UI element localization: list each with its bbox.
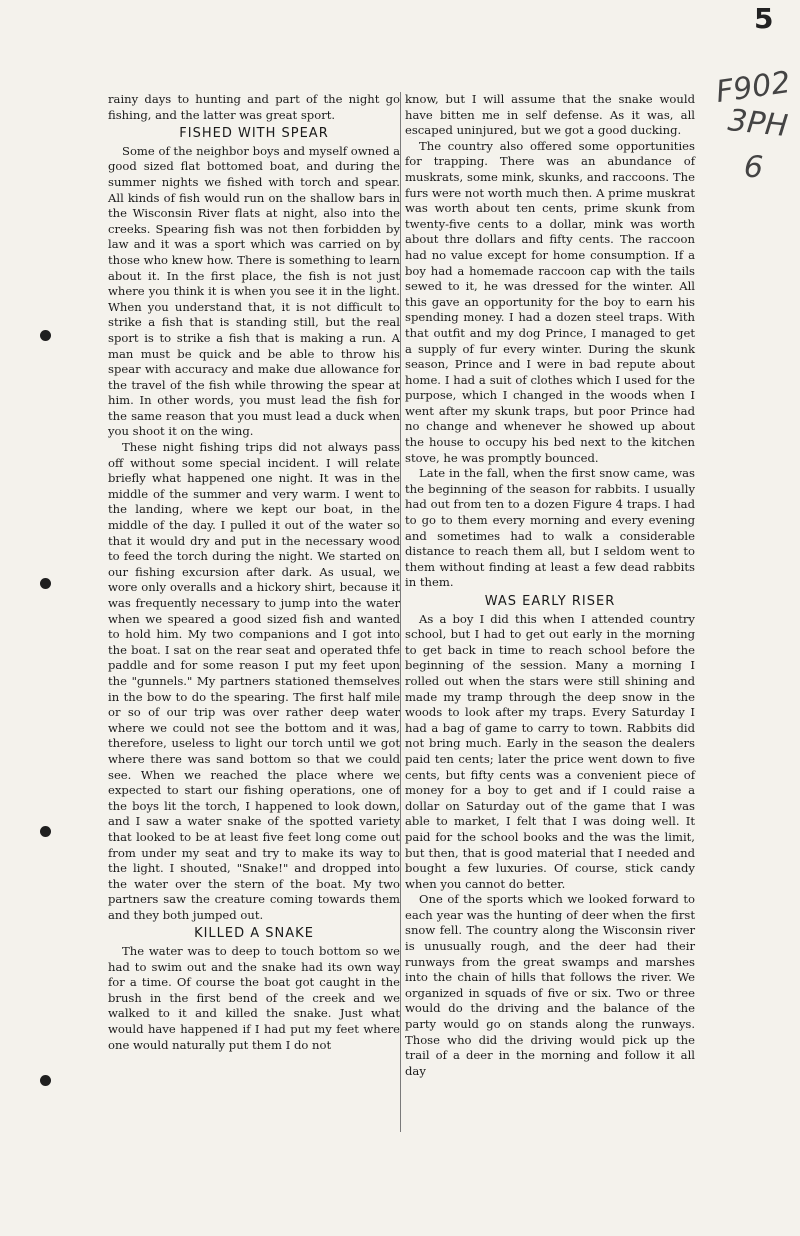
paragraph: These night fishing trips did not always pass off without some special incident. I will relate briefly what happened one night. It was in the middle of the summer and very warm. I went to the landing, where we kept our boat, in the middle of the day. I pulled it out of the water so that it would dry and put in the necessary wood to feed the torch during the night. We started on our fishing excursion after dark. As usual, we wore only overalls and a hickory shirt, because it was frequently necessary to jump into the water when we speared a good sized fish and wanted to hold him. My two companions and I got into the boat. I sat on the rear seat and operated thfe paddle and for some reason I put my feet upon the "gunnels." My partners stationed themselves in the bow to do the spearing. The first half mile or so of our trip was over rather deep water where we could not see the bottom and it was, therefore, useless to light our torch until we got where there was sand bottom so that we could see. When we reached the place where we expected to start our fishing operations, one of the boys lit the torch, I happened to look down, and I saw a water snake of the spotted variety that looked to be at least five feet long come out from under my seat and try to make its way to the light. I shouted, "Snake!" and dropped into the water over the stern of the boat. My two partners saw the creature coming towards them and they both jumped out.	[108, 440, 400, 922]
section-heading: WAS EARLY RISER	[484, 594, 616, 609]
paragraph: Late in the fall, when the first snow came, was the beginning of the season for rabbits. I usually had out from ten to a dozen Figure 4 traps. I had to go to them every morning and every evening and sometimes had to walk a considerable distance to reach them all, but I seldom went to them without finding at least a few dead rabbits in them.	[405, 466, 695, 590]
paragraph: know, but I will assume that the snake would have bitten me in self defense. As it was, all escaped uninjured, but we got a good ducking.	[405, 92, 695, 138]
handwritten-note: F902	[713, 64, 793, 111]
handwritten-note: 6	[743, 149, 764, 186]
paragraph: As a boy I did this when I attended country school, but I had to get out early in the morning to get back in time to reach school before the beginning of the session. Many a morning I rolled out when the stars were still shining and made my tramp through the deep snow in the woods to look after my traps. Every Saturday I had a bag of game to carry to town. Rabbits did not bring much. Early in the season the dealers paid ten cents; later the price went down to five cents, but fifty cents was a convenient piece of money for a boy to get and if I could raise a dollar on Saturday out of the game that I was able to market, I felt that I was doing well. It paid for the school books and the was the limit, but then, that is good material that I needed and bought a few luxuries. Of course, stick candy when you cannot do better.	[405, 611, 695, 891]
paragraph: The water was to deep to touch bottom so we had to swim out and the snake had its own way for a time. Of course the boat got caught in the brush in the first bend of the creek and we walked to it and killed the snake. Just what would have happened if I had put my feet where one would naturally put them I do not	[108, 944, 400, 1052]
paragraph: One of the sports which we looked forward to each year was the hunting of deer when the first snow fell. The country along the Wisconsin river is unusually rough, and the deer had their runways from the great swamps and marshes into the chain of hills that follows the river. We organized in squads of five or six. Two or three would do the driving and the balance of the party would go on stands along the runways. Those who did the driving would pick up the trail of a deer in the morning and follow it all day	[405, 892, 695, 1078]
paragraph: Some of the neighbor boys and myself owned a good sized flat bottomed boat, and during the summer nights we fished with torch and spear. All kinds of fish would run on the shallow bars in the Wisconsin River flats at night, also into the creeks. Spearing fish was not then forbidden by law and it was a sport which was carried on by those who knew how. There is something to learn about it. In the first place, the fish is not just where you think it is when you see it in the light. When you understand that, it is not difficult to strike a fish that is standing still, but the real sport is to strike a fish that is making a run. A man must be quick and be able to throw his spear with accuracy and make due allowance for the travel of the fish while throwing the spear at him. In other words, you must lead the fish for the same reason that you must lead a duck when you shoot it on the wing.	[108, 143, 401, 439]
paragraph: The country also offered some opportunities for trapping. There was an abundance of muskrats, some mink, skunks, and raccoons. The furs were not worth much then. A prime muskrat was worth about ten cents, prime skunk from twenty-five cents to a dollar, mink was worth about thre dollars and fifty cents. The raccoon had no value except for home consumption. If a boy had a homemade raccoon cap with the tails sewed to it, he was dressed for the winter. All this gave an opportunity for the boy to earn his spending money. I had a dozen steel traps. With that outfit and my dog Prince, I managed to get a supply of fur every winter. During the skunk season, Prince and I were in bad repute about home. I had a suit of clothes which I used for the purpose, which I changed in the woods when I went after my skunk traps, but poor Prince had no change and whenever he showed up about the house to occupy his bed next to the kitchen stove, he was promptly bounced.	[405, 138, 695, 465]
section-heading: FISHED WITH SPEAR	[179, 126, 329, 142]
left-column	[108, 92, 400, 1053]
binder-hole	[40, 1075, 51, 1086]
handwritten-note: 3PH	[726, 102, 790, 145]
page-number: 5	[754, 2, 774, 35]
section-heading: KILLED A SNAKE	[194, 926, 314, 942]
right-column	[405, 92, 695, 1079]
paragraph: rainy days to hunting and part of the night go fishing, and the latter was great sport.	[108, 92, 400, 122]
column-divider	[400, 92, 401, 1132]
binder-hole	[40, 578, 51, 589]
binder-hole	[40, 330, 51, 341]
binder-hole	[40, 826, 51, 837]
